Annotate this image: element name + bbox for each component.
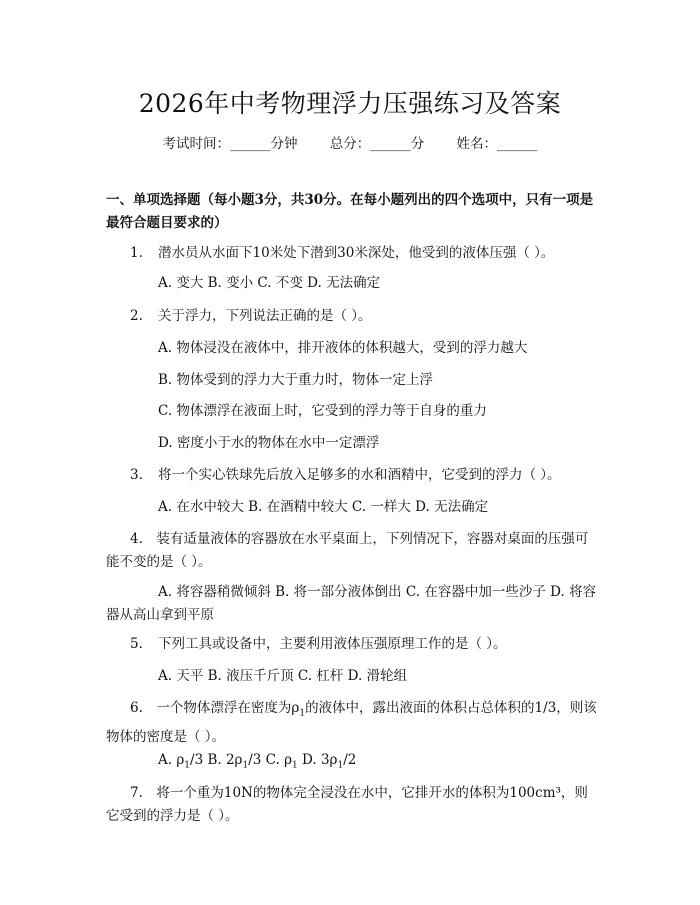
question-2-option-a: A. 物体浸没在液体中，排开液体的体积越大，受到的浮力越大	[158, 340, 528, 356]
question-4-options: A. 将容器稍微倾斜 B. 将一部分液体倒出 C. 在容器中加一些沙子 D. 将容器从高山拿到平原	[106, 584, 597, 623]
question-2: 2. 关于浮力，下列说法正确的是（ ）。	[130, 308, 372, 324]
exam-score: 总分：______分	[329, 136, 425, 152]
question-5-options: A. 天平 B. 液压千斤顶 C. 杠杆 D. 滑轮组	[158, 668, 408, 684]
question-2-option-c: C. 物体漂浮在液面上时，它受到的浮力等于自身的重力	[158, 403, 487, 419]
exam-meta	[0, 132, 700, 152]
question-1: 1. 潜水员从水面下10米处下潜到30米深处，他受到的液体压强（ ）。	[130, 245, 555, 261]
question-1-text: 潜水员从水面下10米处下潜到30米深处，他受到的液体压强（ ）。	[158, 245, 555, 261]
question-6-options: A. $\rho_1/3$ B. $2\rho_1/3$ C. $\rho_1$ D. $3\rho_1/2$	[158, 752, 357, 771]
question-5: 5. 下列工具或设备中，主要利用液体压强原理工作的是（ ）。	[130, 636, 507, 652]
page-title: 2026年中考物理浮力压强练习及答案	[138, 89, 562, 118]
student-name: 姓名：______	[456, 136, 538, 152]
question-3: 3. 将一个实心铁球先后放入足够多的水和酒精中，它受到的浮力（ ）。	[130, 467, 561, 483]
question-2-option-d: D. 密度小于水的物体在水中一定漂浮	[158, 435, 380, 451]
question-4: 4. 装有适量液体的容器放在水平桌面上，下列情况下，容器对桌面的压强可能不变的是（ ）。	[106, 531, 589, 570]
question-7: 7. 将一个重为10N的物体完全浸没在水中，它排开水的体积为100cm³，则它受到的浮力是（ ）。	[106, 785, 588, 824]
section-heading: 一、单项选择题（每小题3分，共30分。在每小题列出的四个选项中，只有一项是最符合题目要求的）	[106, 192, 594, 231]
question-2-text: 关于浮力，下列说法正确的是（ ）。	[158, 308, 372, 324]
question-3-text: 将一个实心铁球先后放入足够多的水和酒精中，它受到的浮力（ ）。	[158, 467, 561, 483]
question-3-options: A. 在水中较大 B. 在酒精中较大 C. 一样大 D. 无法确定	[158, 499, 489, 515]
question-5-text: 下列工具或设备中，主要利用液体压强原理工作的是（ ）。	[158, 636, 507, 652]
question-1-options: A. 变大 B. 变小 C. 不变 D. 无法确定	[158, 275, 381, 291]
exam-time: 考试时间：______分钟	[162, 136, 298, 152]
question-6: 6. 一个物体漂浮在密度为$\rho_1$的液体中，露出液面的体积占总体积的1/3，则该物体的密度是（ ）。	[106, 700, 597, 745]
question-2-option-b: B. 物体受到的浮力大于重力时，物体一定上浮	[158, 372, 434, 388]
